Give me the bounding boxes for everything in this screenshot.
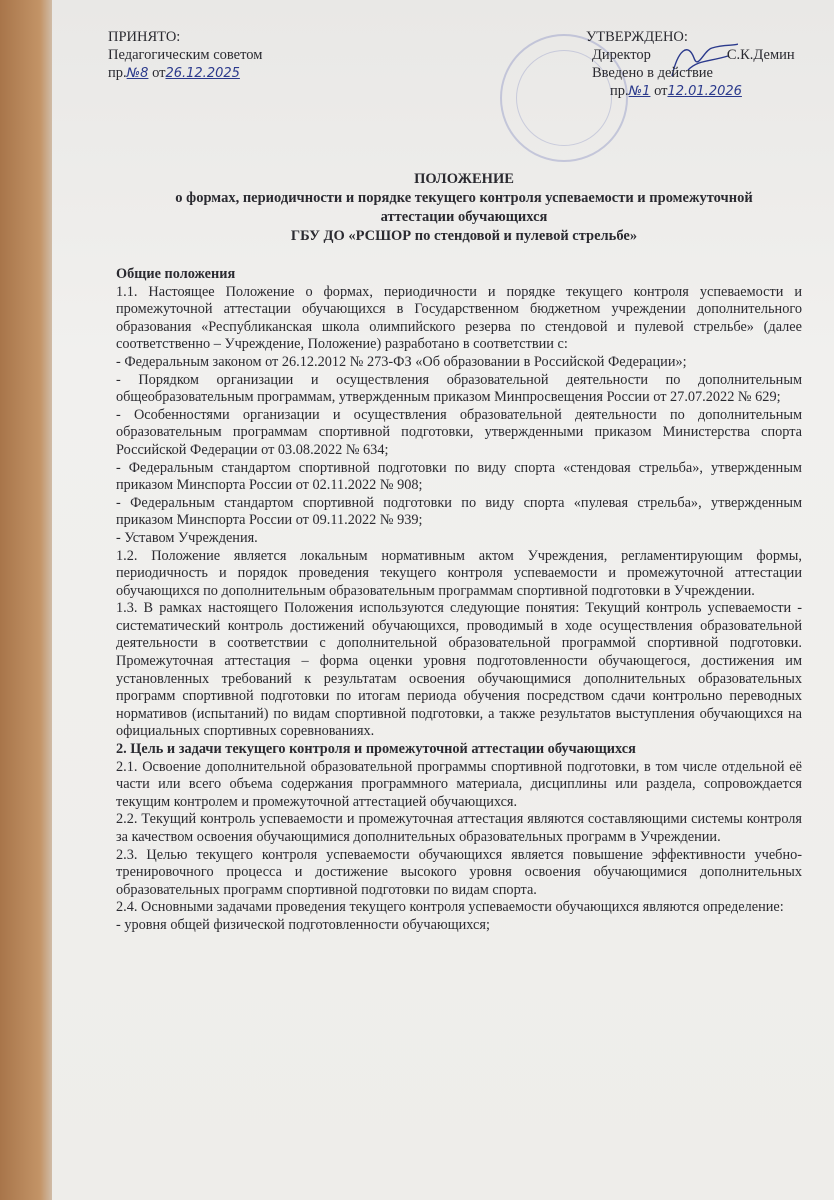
- protocol-prefix: пр.: [108, 65, 127, 81]
- title-organization: ГБУ ДО «РСШОР по стендовой и пулевой стрельбе»: [290, 228, 638, 244]
- director-title: Директор: [592, 47, 651, 63]
- accepted-date: 26.12.2025: [165, 66, 240, 81]
- title-subtitle-2: аттестации обучающихся: [380, 209, 548, 225]
- paragraph: 2.1. Освоение дополнительной образовательной программы спортивной подготовки, в том числе отдельной её части или всего объема содержания программного материала, дисциплины или раздела, сопровождается текущим контролем и промежуточной аттестацией обучающихся.: [116, 758, 802, 810]
- section-heading: 2. Цель и задачи текущего контроля и промежуточной аттестации обучающихся: [116, 741, 636, 758]
- paragraph: - Уставом Учреждения.: [116, 529, 258, 546]
- title-main: ПОЛОЖЕНИЕ: [414, 171, 514, 187]
- accepted-label: ПРИНЯТО:: [108, 29, 181, 45]
- effective-protocol: [586, 82, 795, 101]
- paragraph: 1.1. Настоящее Положение о формах, периодичности и порядке текущего контроля успеваемости и промежуточной аттестации обучающихся в Государственном бюджетном учреждении дополнительного образования «Республиканская школа олимпийского резерва по стендовой и пулевой стрельбе» (далее соответственно – Учреждение, Положение) разработано в соответствии с:: [116, 283, 802, 353]
- paragraph: - Особенностями организации и осуществления образовательной деятельности по дополнительным образовательным программам спортивной подготовки, утвержденными приказом Министерства спорта Российской Федерации от 03.08.2022 № 634;: [116, 406, 802, 458]
- effective-label: Введено в действие: [592, 65, 713, 81]
- accepted-block: [108, 28, 262, 83]
- protocol-number: №1: [628, 84, 651, 99]
- paragraph: - Федеральным стандартом спортивной подготовки по виду спорта «пулевая стрельба», утвержденным приказом Минспорта России от 09.11.2022 № 939;: [116, 494, 802, 529]
- paragraph: - уровня общей физической подготовленности обучающихся;: [116, 916, 490, 933]
- from-label: от: [654, 83, 668, 99]
- paragraph: - Порядком организации и осуществления образовательной деятельности по дополнительным общеобразовательным программам, утвержденным приказом Минпросвещения России от 27.07.2022 № 629;: [116, 371, 802, 406]
- title-subtitle-1: о формах, периодичности и порядке текущего контроля успеваемости и промежуточной: [175, 190, 753, 206]
- document-page: [52, 0, 834, 1200]
- accepted-protocol: [108, 64, 262, 83]
- director-name: С.К.Демин: [726, 47, 795, 63]
- paragraph: 1.3. В рамках настоящего Положения используются следующие понятия: Текущий контроль успеваемости - систематический контроль достижений обучающихся, проводимый в ходе осуществления образовательной деятельности в соответствии с дополнительной образовательной программой спортивной подготовки. Промежуточная аттестация – форма оценки уровня подготовленности обучающегося, достижения им установленных требований к результатам освоения обучающимися дополнительных образовательных программ спортивной подготовки по итогам периода обучения посредством сдачи контрольно переводных нормативов (испытаний) по видам спортивной подготовки, а также результатов выступления обучающихся на официальных спортивных соревнованиях.: [116, 600, 802, 740]
- paragraph: 2.4. Основными задачами проведения текущего контроля успеваемости обучающихся являются определение:: [116, 899, 784, 916]
- effective-date: 12.01.2026: [667, 84, 742, 99]
- accepted-by: Педагогическим советом: [108, 47, 263, 63]
- document-body: [116, 266, 802, 935]
- approved-label: УТВЕРЖДЕНО:: [586, 29, 688, 45]
- paragraph: - Федеральным законом от 26.12.2012 № 273-ФЗ «Об образовании в Российской Федерации»;: [116, 353, 687, 370]
- paragraph: - Федеральным стандартом спортивной подготовки по виду спорта «стендовая стрельба», утвержденным приказом Минспорта России от 02.11.2022 № 908;: [116, 459, 802, 494]
- paragraph: 2.3. Целью текущего контроля успеваемости обучающихся является повышение эффективности учебно-тренировочного процесса и достижение высокого уровня освоения обучающимися дополнительных образовательных программ спортивной подготовки по видам спорта.: [116, 846, 802, 898]
- section-heading: Общие положения: [116, 266, 236, 282]
- from-label: от: [152, 65, 166, 81]
- protocol-prefix: пр.: [610, 83, 629, 99]
- paragraph: 1.2. Положение является локальным нормативным актом Учреждения, регламентирующим формы, периодичность и порядок проведения текущего контроля успеваемости и промежуточной аттестации обучающихся по дополнительным образовательным программам спортивной подготовки в Учреждении.: [116, 547, 802, 599]
- protocol-number: №8: [126, 66, 149, 81]
- director-line: [586, 46, 795, 64]
- paragraph: 2.2. Текущий контроль успеваемости и промежуточная аттестация являются составляющими системы контроля за качеством освоения обучающимися дополнительных образовательных программ в Учреждении.: [116, 811, 802, 845]
- approved-block: [586, 28, 795, 101]
- document-title: [104, 170, 824, 246]
